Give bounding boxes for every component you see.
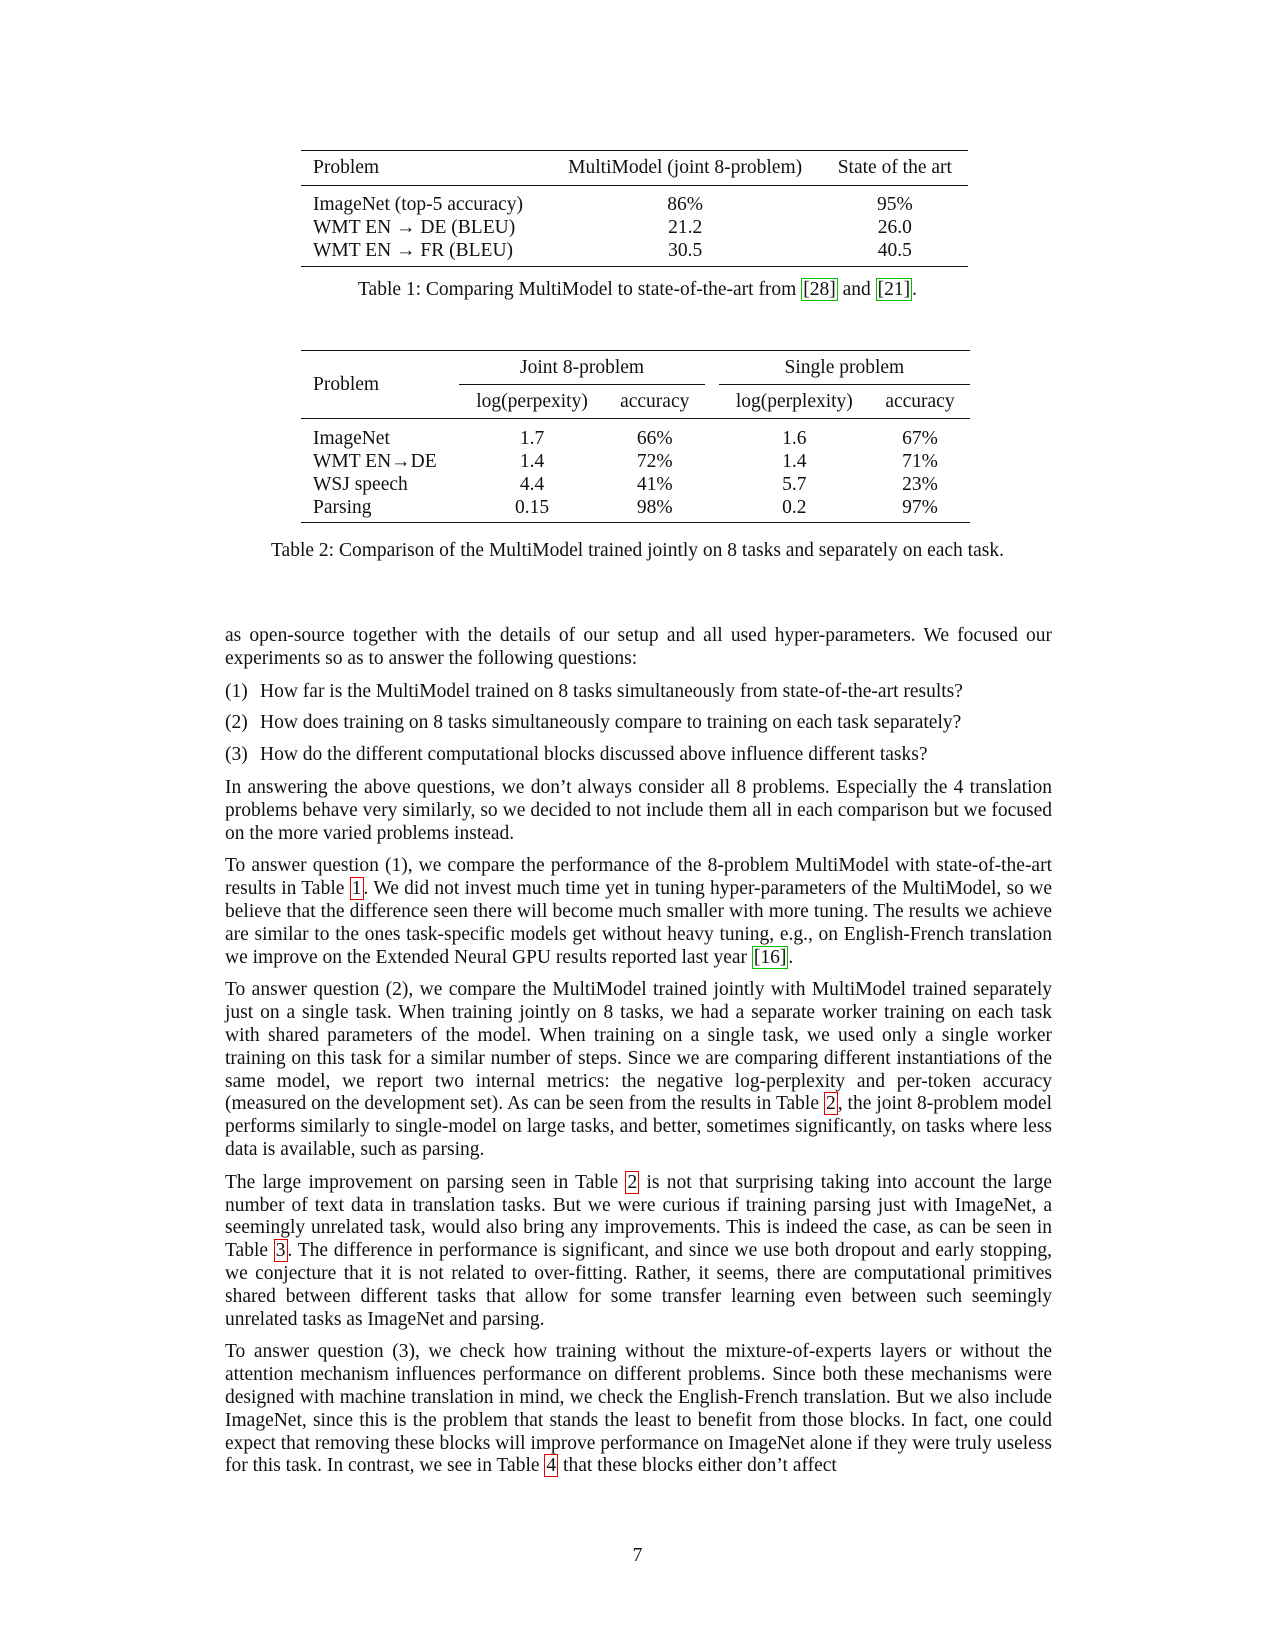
paragraph-3	[225, 979, 1052, 1161]
table-row	[301, 186, 968, 217]
table2-cell: 67%	[902, 428, 938, 449]
table2-cell: 23%	[902, 474, 938, 495]
paragraph-4	[225, 1172, 1052, 1332]
paragraph-text: is not that surprising taking into account the large number of text data in translation tasks. But we were curious if training parsing just with ImageNet, a seemingly unrelated task, would also bring any improvements. This is indeed the case, as can be seen in Table	[225, 1171, 1052, 1262]
table-ref-link[interactable]: 1	[351, 878, 362, 900]
paragraph-text: The large improvement on parsing seen in Table	[225, 1171, 626, 1193]
paragraph-5	[225, 1341, 1052, 1478]
table-2	[301, 350, 970, 523]
table2-cell: ImageNet	[313, 428, 390, 449]
table2-cell: 66%	[636, 428, 673, 449]
table-ref-link[interactable]: 2	[627, 1171, 638, 1193]
table2-caption: Table 2: Comparison of the MultiModel trained jointly on 8 tasks and separately on each task.	[271, 540, 1004, 561]
question-number: (1)	[225, 680, 248, 702]
table-ref-link[interactable]: 2	[825, 1093, 836, 1115]
body-text	[225, 625, 1052, 1488]
table1-cell: 30.5	[668, 240, 703, 261]
paragraph-text: To answer question (1), we compare the performance of the 8-problem MultiModel with state-of-the-art results in Table	[225, 855, 1052, 900]
table1-cell: 26.0	[877, 217, 912, 238]
citation-link[interactable]: [21]	[877, 279, 911, 300]
table1-cell: ImageNet (top-5 accuracy)	[313, 194, 524, 215]
table2-group-joint: Joint 8-problem	[459, 351, 704, 385]
table2-cell: 98%	[636, 497, 673, 518]
caption-text: .	[912, 279, 918, 300]
list-item	[225, 712, 1052, 735]
question-list	[225, 681, 1052, 767]
table2-cell: 1.4	[782, 451, 807, 472]
column-gap	[705, 419, 719, 451]
paragraph-text: , the joint 8-problem model performs similarly to single-model on large tasks, and better, sometimes significantly, on tasks where less data is available, such as parsing.	[225, 1093, 1052, 1160]
paragraph-2	[225, 855, 1052, 969]
table-row	[301, 450, 970, 473]
column-gap	[705, 351, 719, 385]
table2-cell: 0.2	[782, 497, 807, 518]
table2-cell: 1.6	[782, 428, 807, 449]
table1-header-problem: Problem	[313, 157, 380, 178]
page-number: 7	[632, 1545, 643, 1566]
table2-cell: 5.7	[782, 474, 807, 495]
question-text: How do the different computational blocks discussed above influence different tasks?	[260, 744, 928, 766]
table-row	[301, 496, 970, 523]
question-text: How far is the MultiModel trained on 8 tasks simultaneously from state-of-the-art results?	[260, 680, 963, 702]
table2-sub-single-metric: log(perplexity)	[735, 391, 853, 412]
table2-cell: 0.15	[514, 497, 550, 518]
table2-sub-joint-metric: log(perpexity)	[476, 391, 588, 412]
table1-caption	[0, 279, 1275, 301]
table2-cell: 4.4	[519, 474, 545, 495]
table-row	[301, 216, 968, 239]
table1-cell: 86%	[667, 194, 704, 215]
paragraph-text: To answer question (3), we check how training without the mixture-of-experts layers or without the attention mechanism influences performance on different problems. Since both these mechanisms were designed with machine translation in mind, we check the English-French translation. But we also include ImageNet, since this is the problem that stands the least to benefit from those blocks. In fact, one could expect that removing these blocks will improve performance on ImageNet alone if they were truly useless for this task. In contrast, we see in Table	[225, 1341, 1052, 1477]
paragraph-text: that these blocks either don’t affect	[558, 1455, 837, 1477]
paragraph-text: . We did not invest much time yet in tuning hyper-parameters of the MultiModel, so we believe that the difference seen there will become much smaller with more tuning. The results we achieve are similar to the ones task-specific models get without heavy tuning, e.g., on English-French translation we improve on the Extended Neural GPU results reported last year	[225, 878, 1052, 968]
column-gap	[705, 496, 719, 523]
table-row	[301, 473, 970, 496]
table1-cell: 21.2	[668, 217, 703, 238]
table2-cell: Parsing	[313, 497, 372, 518]
table2-cell: 1.7	[519, 428, 545, 449]
list-item	[225, 681, 1052, 704]
intro-paragraph: as open-source together with the details of our setup and all used hyper-parameters. We focused our experiments so as to answer the following questions:	[225, 625, 1052, 669]
table1-cell: WMT EN → DE (BLEU)	[313, 217, 516, 238]
table2-cell: 71%	[902, 451, 938, 472]
column-gap	[705, 385, 719, 419]
paragraph-1: In answering the above questions, we don’t always consider all 8 problems. Especially the 4 translation problems behave very similarly, so we decided to not include them all in each comparison but we focused on the more varied problems instead.	[225, 776, 1052, 844]
table2-sub-joint-acc: accuracy	[620, 391, 690, 412]
table2-cell: WMT EN→DE	[313, 451, 437, 472]
table-ref-link[interactable]: 3	[275, 1240, 286, 1262]
citation-link[interactable]: [28]	[803, 279, 836, 300]
question-number: (3)	[225, 744, 248, 766]
table-ref-link[interactable]: 4	[546, 1455, 557, 1477]
column-gap	[705, 450, 719, 473]
paragraph-text: To answer question (2), we compare the MultiModel trained jointly with MultiModel trained separately just on a single task. When training jointly on 8 tasks, we had a separate worker training on each task with shared parameters of the model. When training on a single task, we used only a single worker training on this task for a similar number of steps. Since we are comparing different instantiations of the same model, we report two internal metrics: the negative log-perplexity and per-token accuracy (measured on the development set). As can be seen from the results in Table	[225, 979, 1052, 1115]
table2-cell: 72%	[636, 451, 673, 472]
table1-cell: 95%	[876, 194, 913, 215]
paragraph-text: .	[788, 946, 794, 968]
caption-text: and	[837, 279, 876, 300]
table1-header-sota: State of the art	[837, 157, 952, 178]
table1-header-multimodel: MultiModel (joint 8-problem)	[568, 157, 803, 178]
list-item	[225, 744, 1052, 767]
table-row	[301, 419, 970, 451]
table-row	[301, 239, 968, 267]
paragraph-text: . The difference in performance is significant, and since we use both dropout and early stopping, we conjecture that it is not related to over-fitting. Rather, it seems, there are computational primitives shared between different tasks that allow for some transfer learning even between such seemingly unrelated tasks as ImageNet and parsing.	[225, 1240, 1053, 1330]
caption-text: Table 1: Comparing MultiModel to state-of-the-art from	[357, 279, 802, 300]
table1-cell: WMT EN → FR (BLEU)	[313, 240, 514, 261]
table1-cell: 40.5	[877, 240, 912, 261]
question-text: How does training on 8 tasks simultaneously compare to training on each task separately?	[260, 712, 962, 734]
question-number: (2)	[225, 712, 248, 734]
table2-cell: 97%	[902, 497, 938, 518]
table-1	[301, 150, 968, 267]
table2-cell: 1.4	[519, 451, 545, 472]
table2-header-problem: Problem	[313, 374, 380, 395]
table2-cell: 41%	[636, 474, 673, 495]
table2-sub-single-acc: accuracy	[885, 391, 955, 412]
citation-link[interactable]: [16]	[753, 946, 787, 968]
column-gap	[705, 473, 719, 496]
table2-group-single: Single problem	[719, 351, 970, 385]
table2-cell: WSJ speech	[313, 474, 408, 495]
